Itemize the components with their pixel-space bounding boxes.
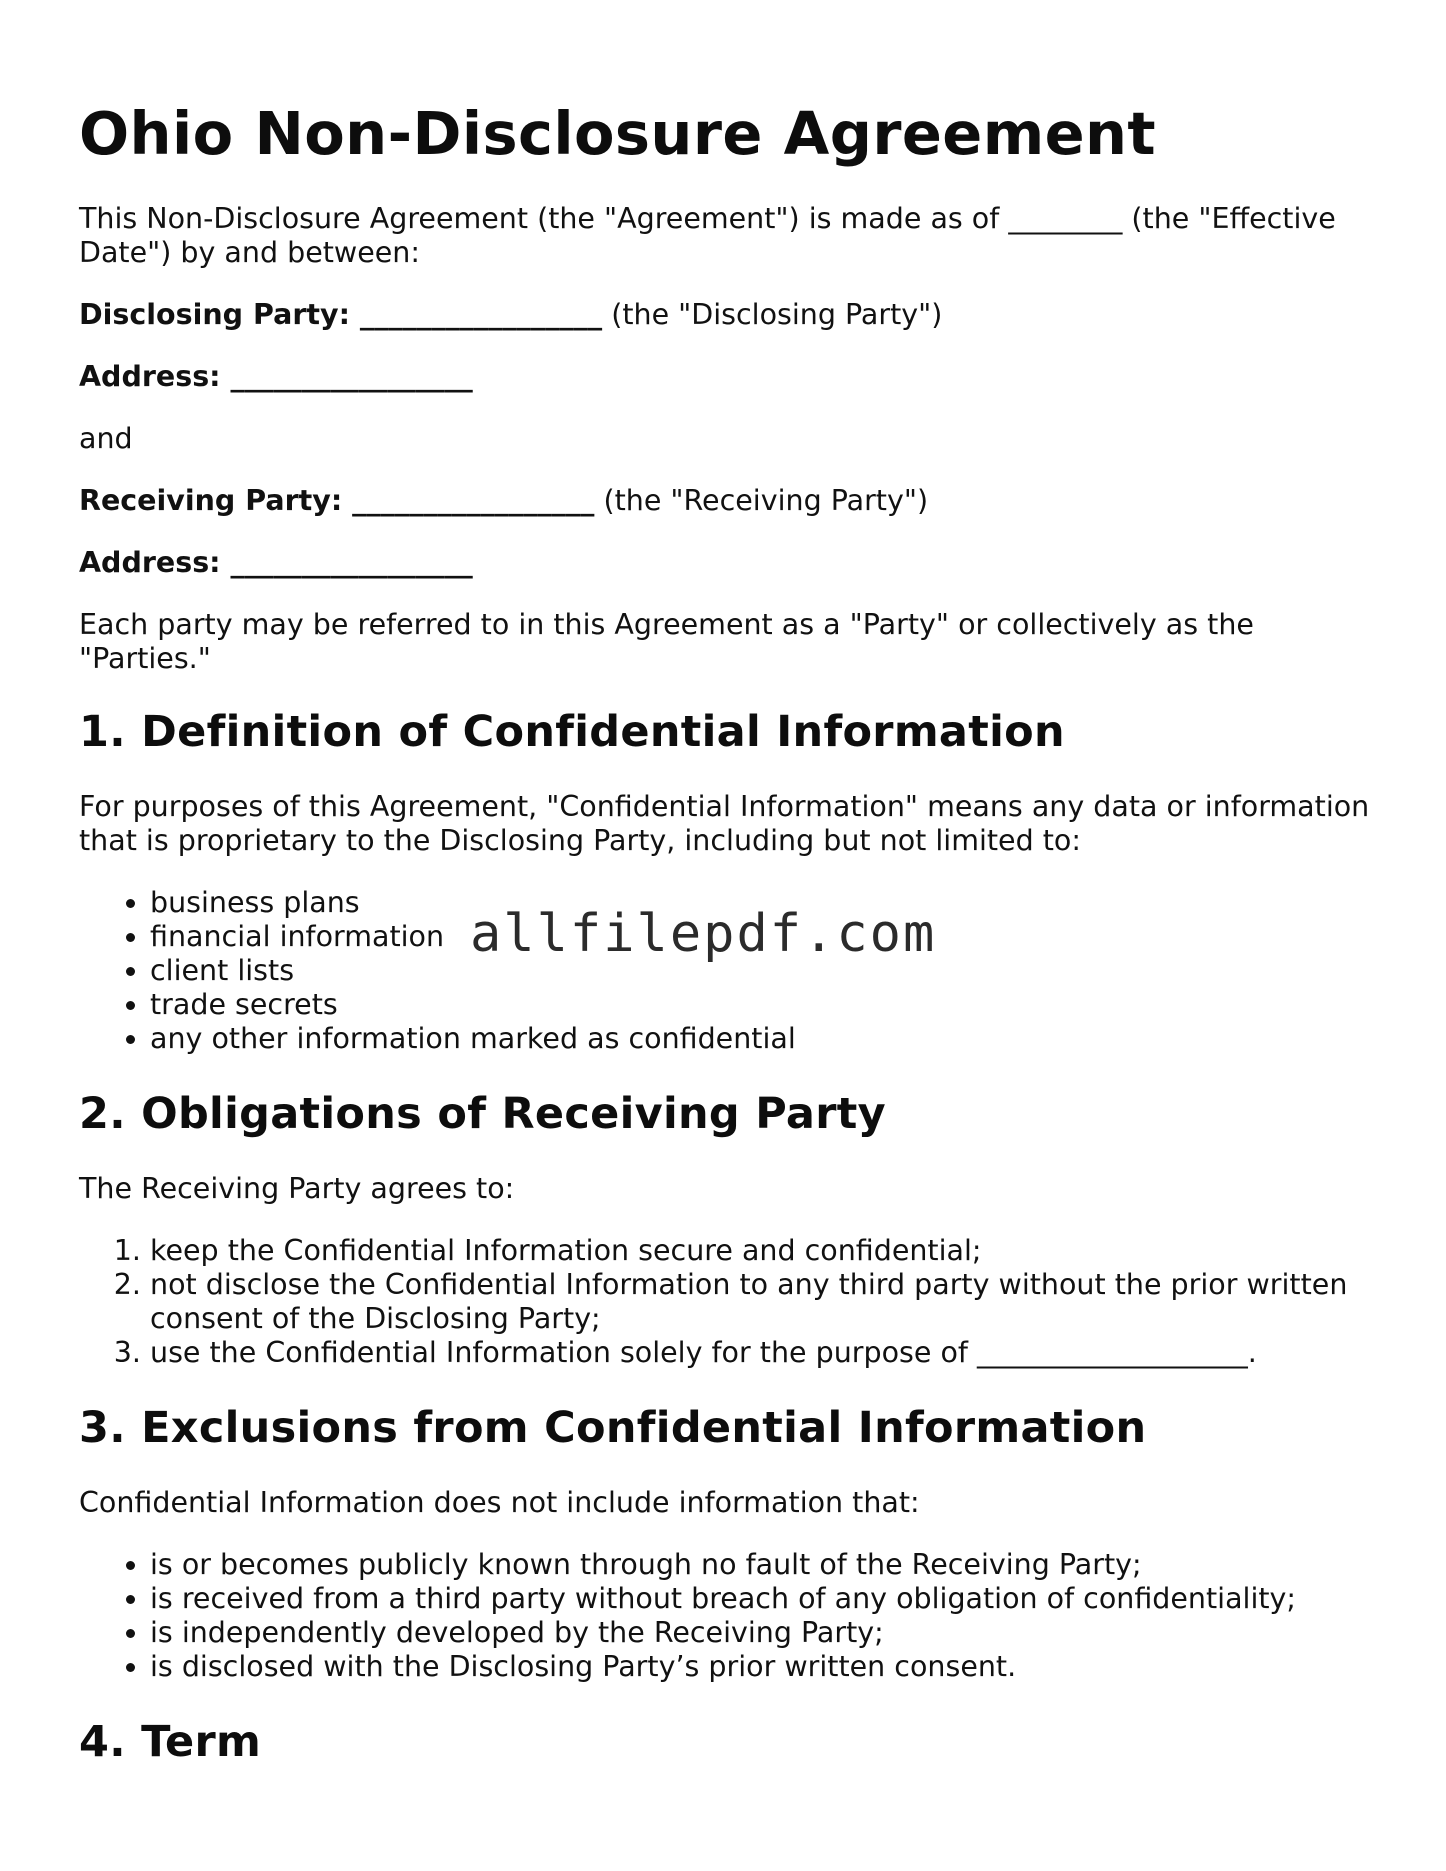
receiving-party-suffix: (the "Receiving Party") <box>594 484 929 517</box>
list-item: • any other information marked as confidential <box>150 1022 1379 1056</box>
list-item: 1. keep the Confidential Information secure and confidential; <box>150 1234 1379 1268</box>
section-3-text: Confidential Information does not include information that: <box>79 1486 920 1519</box>
receiving-address-label: Address: _________________ <box>79 546 473 579</box>
section-4-heading: 4. Term <box>79 1717 262 1767</box>
list-item: 2. not disclose the Confidential Information to any third party without the prior written consent of the Disclosing Party; <box>150 1268 1379 1336</box>
list-item: • is independently developed by the Receiving Party; <box>150 1616 1379 1650</box>
list-item: • is or becomes publicly known through no fault of the Receiving Party; <box>150 1548 1379 1582</box>
disclosing-address-label: Address: _________________ <box>79 360 473 393</box>
receiving-party-label: Receiving Party: _________________ <box>79 484 595 517</box>
list-item: 3. use the Confidential Information solely for the purpose of ___________________. <box>150 1336 1379 1370</box>
section-2-list <box>79 1234 1379 1370</box>
section-3-list <box>79 1548 1379 1684</box>
receiving-address-line <box>79 546 1379 580</box>
list-item: • trade secrets <box>150 988 1379 1022</box>
section-2-text: The Receiving Party agrees to: <box>79 1172 515 1205</box>
list-item: • is received from a third party without breach of any obligation of confidentiality; <box>150 1582 1379 1616</box>
section-1-heading: 1. Definition of Confidential Information <box>79 707 1065 757</box>
watermark-text: allfilepdf.com <box>470 904 937 964</box>
disclosing-party-line <box>79 298 1379 332</box>
receiving-party-line <box>79 484 1379 518</box>
parties-note: Each party may be referred to in this Agreement as a "Party" or collectively as the "Parties." <box>79 608 1254 675</box>
disclosing-party-label: Disclosing Party: _________________ <box>79 298 603 331</box>
intro-paragraph: This Non-Disclosure Agreement (the "Agreement") is made as of ________ (the "Effective Date") by and between: <box>79 202 1336 269</box>
and-text: and <box>79 422 133 455</box>
document-title: Ohio Non-Disclosure Agreement <box>79 99 1156 168</box>
list-item: • is disclosed with the Disclosing Party’s prior written consent. <box>150 1650 1379 1684</box>
disclosing-address-line <box>79 360 1379 394</box>
section-3-heading: 3. Exclusions from Confidential Information <box>79 1403 1147 1453</box>
disclosing-party-suffix: (the "Disclosing Party") <box>602 298 943 331</box>
section-2-heading: 2. Obligations of Receiving Party <box>79 1089 886 1139</box>
list-item: • financial information <box>150 920 1379 954</box>
section-1-text: For purposes of this Agreement, "Confidential Information" means any data or information that is proprietary to the Disclosing Party, including but not limited to: <box>79 790 1370 857</box>
list-item: • business plans <box>150 886 1379 920</box>
list-item: • client lists <box>150 954 1379 988</box>
